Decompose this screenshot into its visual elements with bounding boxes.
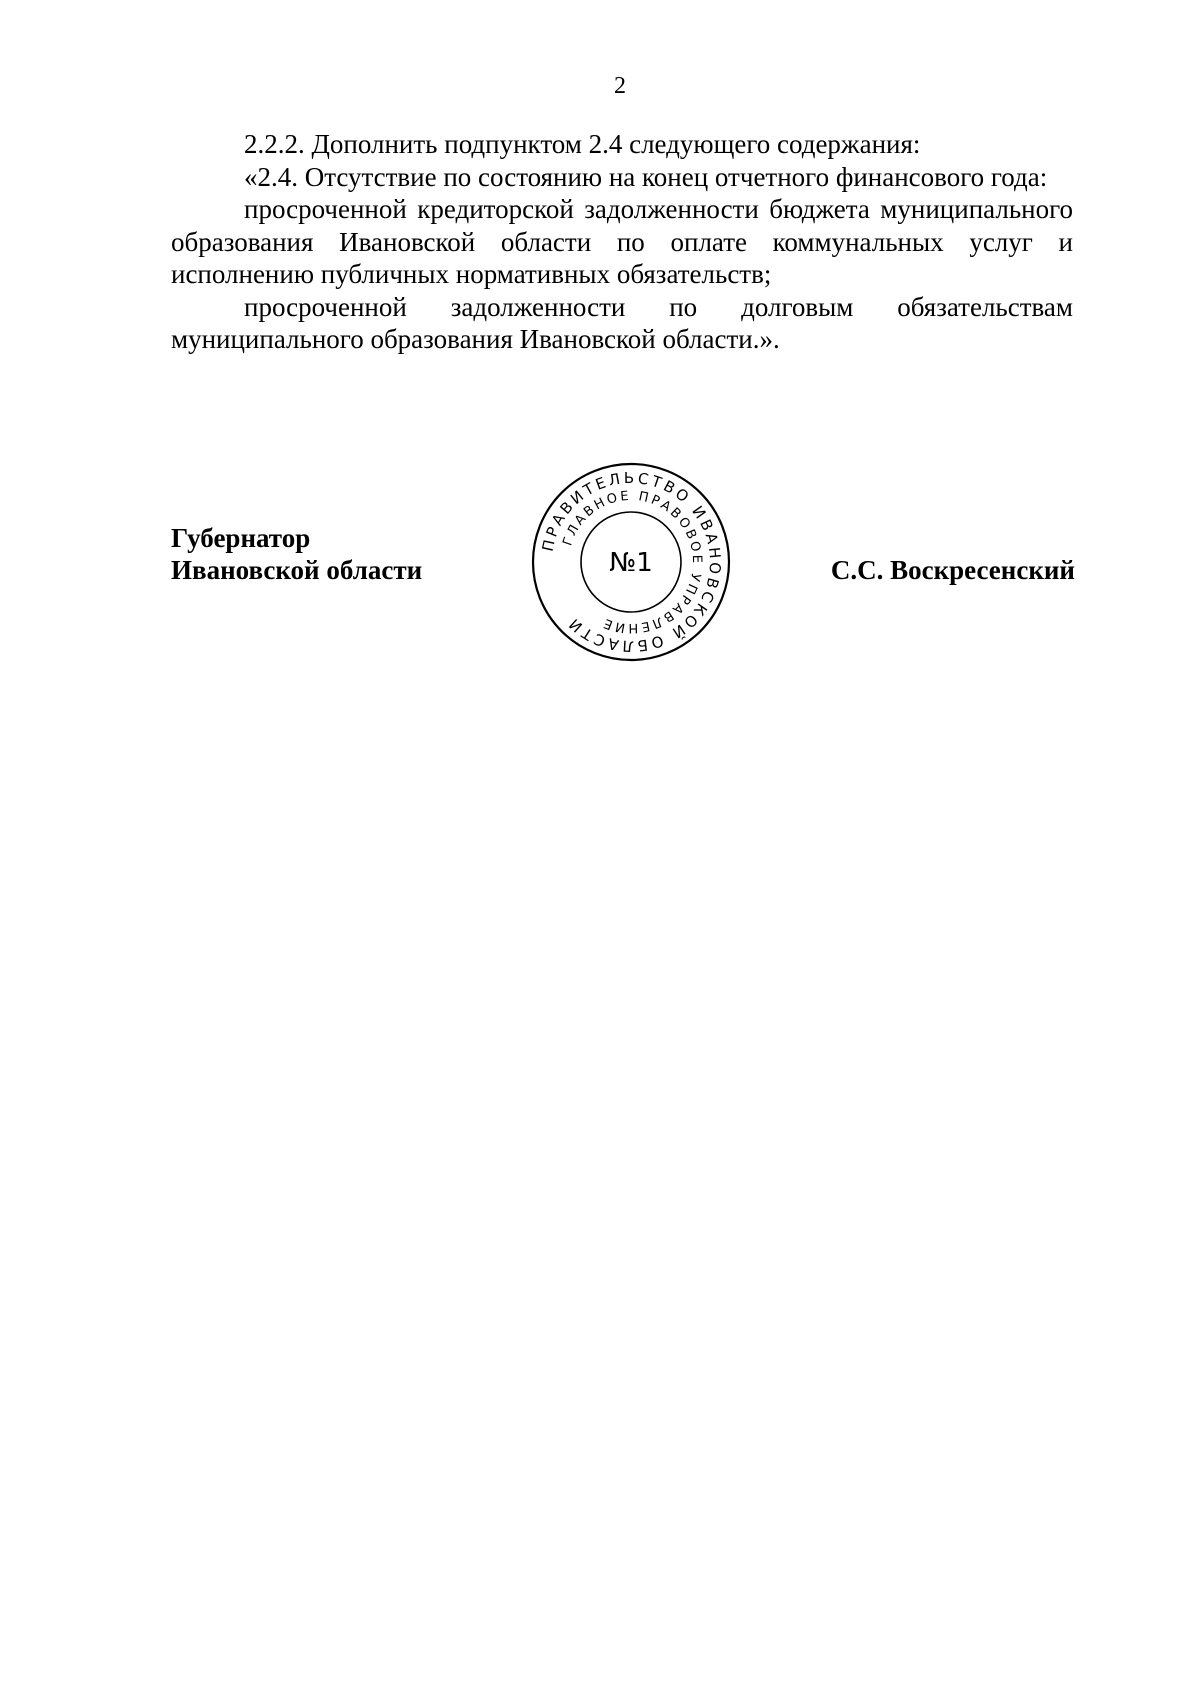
seal-inner-text: ГЛАВНОЕ ПРАВОВОЕ УПРАВЛЕНИЕ [560, 488, 705, 636]
paragraph-amendment: 2.2.2. Дополнить подпунктом 2.4 следующего содержания: [244, 129, 921, 159]
signatory-title-line2: Ивановской области [171, 555, 423, 585]
signatory-name: С.С. Воскресенский [830, 555, 1075, 585]
paragraph-payables: просроченной кредиторской задолженности бюджета муниципального образования Ивановской области по оплате коммунальных услуг и исполнению публичных нормативных обязательств; [171, 194, 1073, 289]
seal-outer-text: ПРАВИТЕЛЬСТВО ИВАНОВСКОЙ ОБЛАСТИ [538, 468, 725, 656]
signatory-title-line1: Губернатор [171, 523, 311, 553]
paragraph-subpoint-2-4: «2.4. Отсутствие по состоянию на конец отчетного финансового года: [244, 161, 1048, 192]
page-number: 2 [614, 73, 626, 99]
signatory-title [171, 522, 422, 586]
document-body [171, 128, 1073, 356]
seal-number: №1 [609, 548, 653, 578]
paragraph-debt-obligations: просроченной задолженности по долговым обязательствам муниципального образования Ивановской области.». [171, 291, 1073, 354]
official-seal [526, 457, 736, 667]
